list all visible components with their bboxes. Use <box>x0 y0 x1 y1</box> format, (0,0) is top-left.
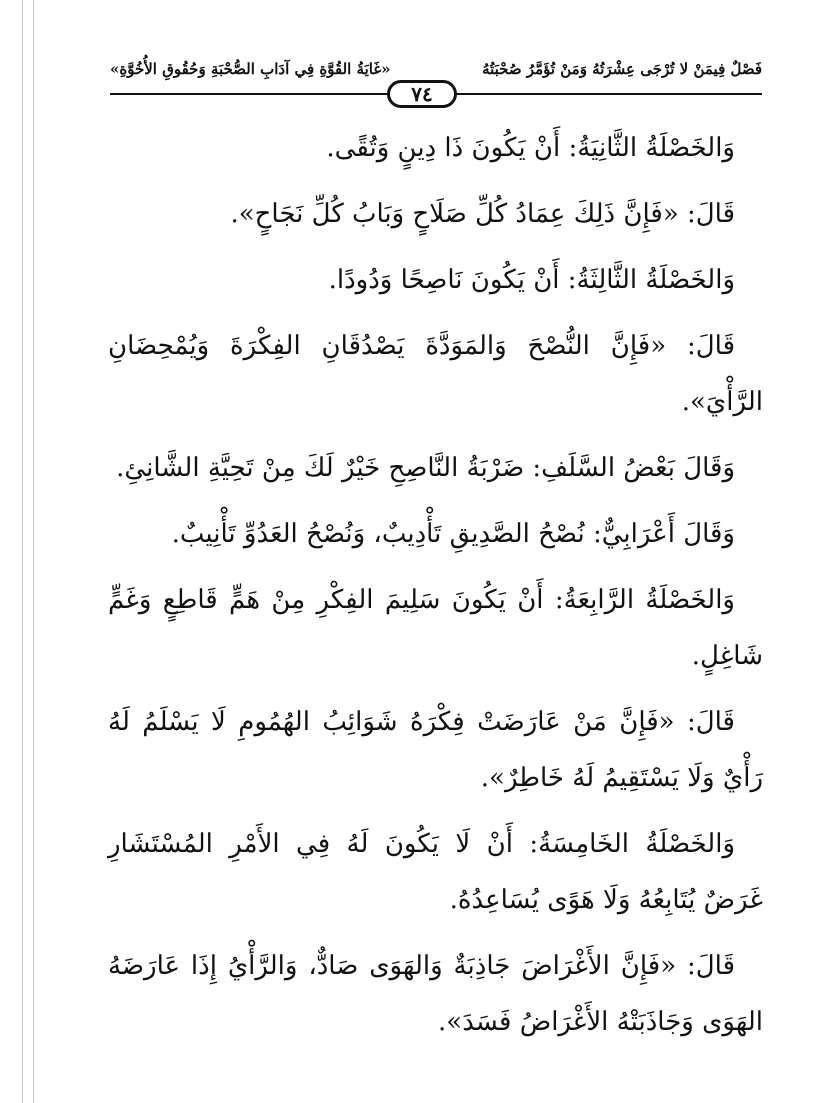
page-number: ٧٤ <box>387 80 457 108</box>
paragraph: وَقَالَ أَعْرَابِيٌّ: نُصْحُ الصَّدِيقِ تَأْدِيبٌ، وَنُصْحُ العَدُوِّ تَأْنِيبٌ. <box>171 519 735 549</box>
paragraph: وَالخَصْلَةُ الخَامِسَةُ: أَنْ لَا يَكُونَ لَهُ فِي الأَمْرِ المُسْتَشَارِ غَرَضٌ يُتَابِعُهُ وَلَا هَوًى يُسَاعِدُهُ. <box>108 829 763 915</box>
paragraph: قَالَ: «فَإِنَّ ذَلِكَ عِمَادُ كُلِّ صَلَاحٍ وَبَابُ كُلِّ نَجَاحٍ». <box>230 199 735 229</box>
left-margin-line-inner <box>33 0 34 1103</box>
book-title: «غَايَةُ القُوَّةِ فِي آدَابِ الصُّحْبَةِ وَحُقُوقِ الأُخُوَّةِ» <box>110 60 391 78</box>
chapter-title: فَصْلٌ فِيمَنْ لا تُرْجَى عِشْرَتُهُ وَمَنْ تُؤَمَّرُ صُحْبَتُهُ <box>482 60 762 78</box>
paragraph: قَالَ: «فَإِنَّ الأَغْرَاضَ جَاذِبَةٌ وَالهَوَى صَادٌّ، وَالرَّأْيُ إِذَا عَارَضَهُ الهَوَى وَجَاذَبَتْهُ الأَغْرَاضُ فَسَدَ». <box>108 951 763 1037</box>
left-margin-line <box>22 0 23 1103</box>
paragraph: وَقَالَ بَعْضُ السَّلَفِ: ضَرْبَةُ النَّاصِحِ خَيْرٌ لَكَ مِنْ تَحِيَّةِ الشَّانِئِ. <box>116 453 735 483</box>
paragraph: وَالخَصْلَةُ الثَّالِثَةُ: أَنْ يَكُونَ نَاصِحًا وَدُودًا. <box>328 265 735 295</box>
paragraph: قَالَ: «فَإِنَّ مَنْ عَارَضَتْ فِكْرَهُ شَوَائِبُ الهُمُومِ لَا يَسْلَمُ لَهُ رَأْيٌ وَلَا يَسْتَقِيمُ لَهُ خَاطِرٌ». <box>108 707 763 793</box>
page-body <box>108 120 763 1060</box>
paragraph: قَالَ: «فَإِنَّ النُّصْحَ وَالمَوَدَّةَ يَصْدُقَانِ الفِكْرَةَ وَيُمْحِضَانِ الرَّأْيَ». <box>108 331 763 417</box>
paragraph: وَالخَصْلَةُ الرَّابِعَةُ: أَنْ يَكُونَ سَلِيمَ الفِكْرِ مِنْ هَمٍّ قَاطِعٍ وَغَمٍّ شَاغِلٍ. <box>108 585 763 671</box>
paragraph: وَالخَصْلَةُ الثَّانِيَةُ: أَنْ يَكُونَ ذَا دِينٍ وَتُقًى. <box>326 133 735 163</box>
